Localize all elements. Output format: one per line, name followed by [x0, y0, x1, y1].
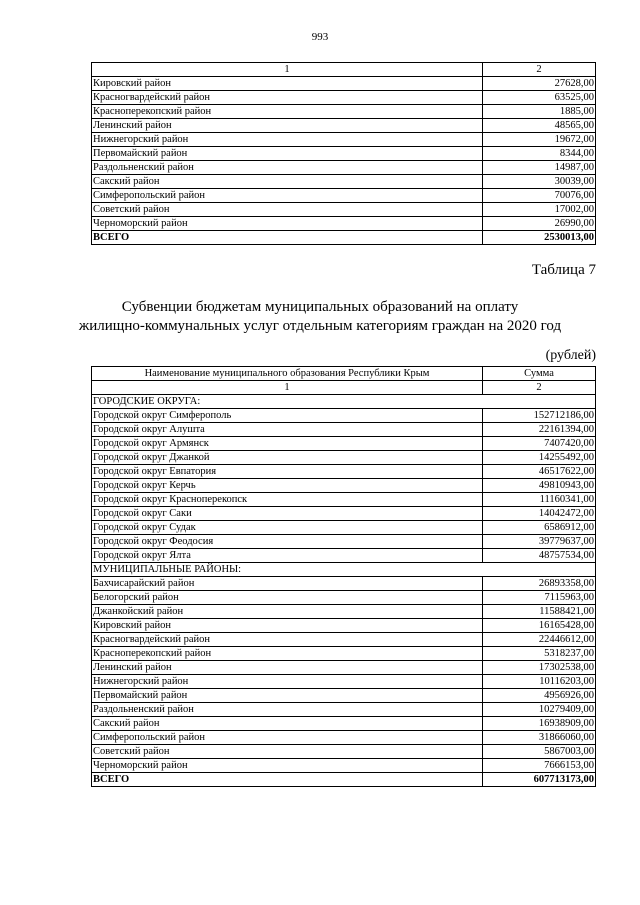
municipality-name: Советский район — [92, 745, 483, 759]
municipality-name: Белогорский район — [92, 591, 483, 605]
table-row — [92, 703, 596, 717]
municipality-name: Кировский район — [92, 77, 483, 91]
amount: 30039,00 — [483, 175, 596, 189]
allocation-table-continued — [91, 62, 596, 245]
amount: 8344,00 — [483, 147, 596, 161]
total-amount: 607713173,00 — [483, 773, 596, 787]
municipality-name: Городской округ Керчь — [92, 479, 483, 493]
table-row — [92, 479, 596, 493]
title-line-2: жилищно-коммунальных услуг отдельным категориям граждан на 2020 год — [78, 318, 562, 334]
table-row — [92, 591, 596, 605]
table-row — [92, 203, 596, 217]
section-heading: МУНИЦИПАЛЬНЫЕ РАЙОНЫ: — [92, 563, 596, 577]
title-line-1: Субвенции бюджетам муниципальных образований на оплату — [121, 299, 519, 315]
total-label: ВСЕГО — [92, 773, 483, 787]
total-amount: 2530013,00 — [483, 231, 596, 245]
table-row — [92, 77, 596, 91]
table-row — [92, 745, 596, 759]
table-row — [92, 119, 596, 133]
municipality-name: Симферопольский район — [92, 189, 483, 203]
total-row — [92, 231, 596, 245]
municipality-name: Городской округ Саки — [92, 507, 483, 521]
amount: 48757534,00 — [483, 549, 596, 563]
table-row — [92, 423, 596, 437]
table-row — [92, 175, 596, 189]
table-row — [92, 105, 596, 119]
amount: 16165428,00 — [483, 619, 596, 633]
table-row — [92, 451, 596, 465]
column-header-sum: Сумма — [483, 367, 596, 381]
amount: 48565,00 — [483, 119, 596, 133]
municipality-name: Красногвардейский район — [92, 91, 483, 105]
amount: 26893358,00 — [483, 577, 596, 591]
amount: 11160341,00 — [483, 493, 596, 507]
page-number: 993 — [311, 31, 329, 43]
total-row — [92, 773, 596, 787]
amount: 5867003,00 — [483, 745, 596, 759]
table-row — [92, 619, 596, 633]
table-label: Таблица 7 — [531, 262, 596, 278]
table-row — [92, 217, 596, 231]
municipality-name: Джанкойский район — [92, 605, 483, 619]
amount: 10279409,00 — [483, 703, 596, 717]
table-row — [92, 507, 596, 521]
municipality-name: Черноморский район — [92, 217, 483, 231]
municipality-name: Сакский район — [92, 717, 483, 731]
table-row — [92, 759, 596, 773]
municipality-name: Раздольненский район — [92, 703, 483, 717]
section-heading-row — [92, 395, 596, 409]
table2-body — [92, 395, 596, 787]
amount: 39779637,00 — [483, 535, 596, 549]
table-row — [92, 633, 596, 647]
table-row — [92, 689, 596, 703]
table-row — [92, 147, 596, 161]
table-row — [92, 437, 596, 451]
amount: 22161394,00 — [483, 423, 596, 437]
table-row — [92, 409, 596, 423]
table-row — [92, 661, 596, 675]
column-header-row — [92, 367, 596, 381]
amount: 49810943,00 — [483, 479, 596, 493]
municipality-name: Городской округ Симферополь — [92, 409, 483, 423]
municipality-name: Городской округ Евпатория — [92, 465, 483, 479]
amount: 27628,00 — [483, 77, 596, 91]
amount: 14042472,00 — [483, 507, 596, 521]
municipality-name: Нижнегорский район — [92, 675, 483, 689]
table-row — [92, 647, 596, 661]
amount: 22446612,00 — [483, 633, 596, 647]
table-row — [92, 675, 596, 689]
table1-body — [92, 77, 596, 245]
municipality-name: Городской округ Джанкой — [92, 451, 483, 465]
amount: 63525,00 — [483, 91, 596, 105]
section-heading-row — [92, 563, 596, 577]
table-row — [92, 465, 596, 479]
section-heading: ГОРОДСКИЕ ОКРУГА: — [92, 395, 596, 409]
table-row — [92, 549, 596, 563]
amount: 152712186,00 — [483, 409, 596, 423]
amount: 17002,00 — [483, 203, 596, 217]
municipality-name: Кировский район — [92, 619, 483, 633]
amount: 6586912,00 — [483, 521, 596, 535]
municipality-name: Красногвардейский район — [92, 633, 483, 647]
column-number-2: 2 — [483, 63, 596, 77]
municipality-name: Сакский район — [92, 175, 483, 189]
table-row — [92, 161, 596, 175]
municipality-name: Красноперекопский район — [92, 105, 483, 119]
municipality-name: Первомайский район — [92, 689, 483, 703]
amount: 7666153,00 — [483, 759, 596, 773]
amount: 1885,00 — [483, 105, 596, 119]
amount: 14255492,00 — [483, 451, 596, 465]
table-row — [92, 535, 596, 549]
municipality-name: Городской округ Ялта — [92, 549, 483, 563]
table-row — [92, 717, 596, 731]
amount: 4956926,00 — [483, 689, 596, 703]
amount: 11588421,00 — [483, 605, 596, 619]
column-number-1: 1 — [92, 63, 483, 77]
amount: 70076,00 — [483, 189, 596, 203]
municipality-name: Ленинский район — [92, 119, 483, 133]
municipality-name: Первомайский район — [92, 147, 483, 161]
table-row — [92, 731, 596, 745]
amount: 7407420,00 — [483, 437, 596, 451]
column-number-row — [92, 381, 596, 395]
municipality-name: Бахчисарайский район — [92, 577, 483, 591]
table-row — [92, 91, 596, 105]
amount: 10116203,00 — [483, 675, 596, 689]
municipality-name: Раздольненский район — [92, 161, 483, 175]
municipality-name: Нижнегорский район — [92, 133, 483, 147]
amount: 7115963,00 — [483, 591, 596, 605]
table-row — [92, 493, 596, 507]
municipality-name: Городской округ Армянск — [92, 437, 483, 451]
municipality-name: Городской округ Феодосия — [92, 535, 483, 549]
amount: 17302538,00 — [483, 661, 596, 675]
units-label: (рублей) — [545, 348, 596, 363]
municipality-name: Городской округ Судак — [92, 521, 483, 535]
table-row — [92, 189, 596, 203]
subvention-table — [91, 366, 596, 787]
column-number-row — [92, 63, 596, 77]
total-label: ВСЕГО — [92, 231, 483, 245]
municipality-name: Ленинский район — [92, 661, 483, 675]
table-row — [92, 133, 596, 147]
amount: 26990,00 — [483, 217, 596, 231]
amount: 31866060,00 — [483, 731, 596, 745]
column-number-2: 2 — [483, 381, 596, 395]
column-number-1: 1 — [92, 381, 483, 395]
table-row — [92, 521, 596, 535]
column-header-name: Наименование муниципального образования Республики Крым — [92, 367, 483, 381]
amount: 16938909,00 — [483, 717, 596, 731]
amount: 5318237,00 — [483, 647, 596, 661]
table-row — [92, 577, 596, 591]
amount: 14987,00 — [483, 161, 596, 175]
table-title — [0, 298, 640, 336]
municipality-name: Черноморский район — [92, 759, 483, 773]
municipality-name: Симферопольский район — [92, 731, 483, 745]
table-row — [92, 605, 596, 619]
amount: 19672,00 — [483, 133, 596, 147]
amount: 46517622,00 — [483, 465, 596, 479]
municipality-name: Красноперекопский район — [92, 647, 483, 661]
municipality-name: Советский район — [92, 203, 483, 217]
municipality-name: Городской округ Алушта — [92, 423, 483, 437]
municipality-name: Городской округ Красноперекопск — [92, 493, 483, 507]
